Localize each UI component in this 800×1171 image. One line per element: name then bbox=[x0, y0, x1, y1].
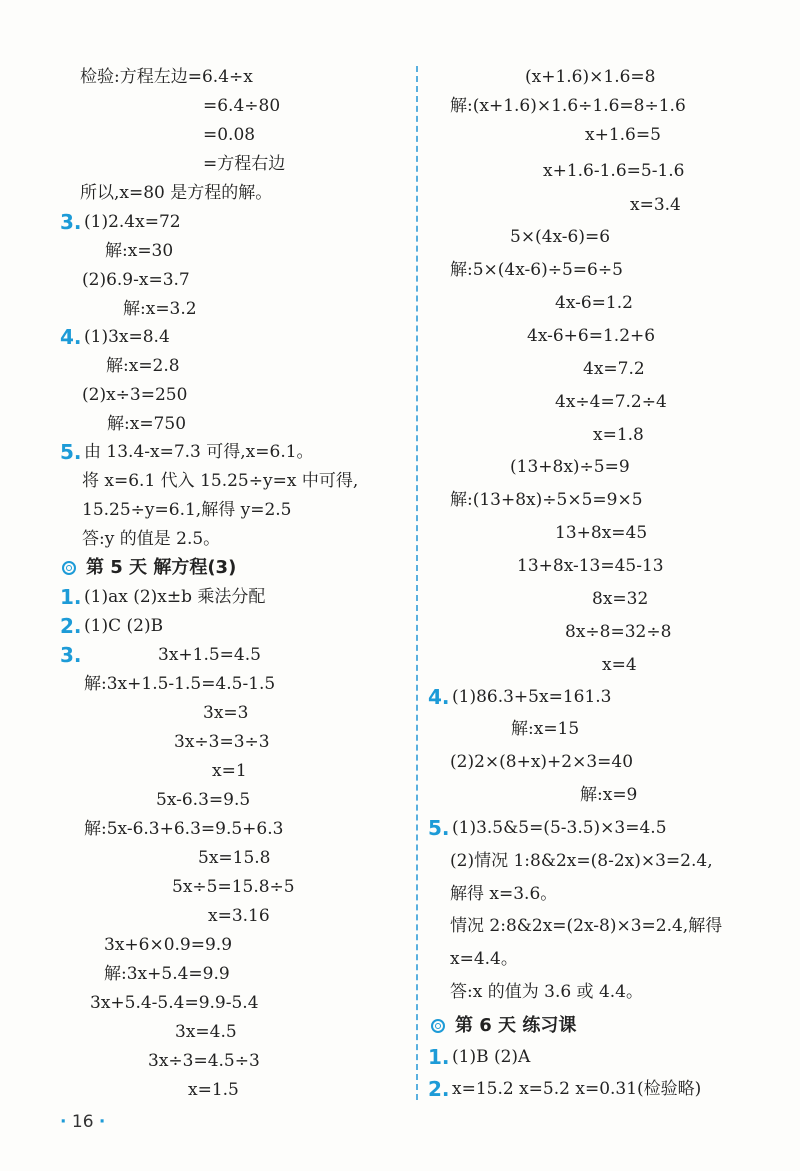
equation-step: x+1.6-1.6=5-1.6 bbox=[543, 161, 685, 181]
equation-step: x=1.8 bbox=[593, 425, 644, 445]
equation-step: 3x÷3=3÷3 bbox=[174, 732, 270, 752]
answer-line: (1)B (2)A bbox=[452, 1047, 531, 1067]
equation-step: 4x-6=1.2 bbox=[555, 293, 633, 313]
question-number: 3. bbox=[60, 210, 82, 234]
equation-step: 4x-6+6=1.2+6 bbox=[527, 326, 656, 346]
question-number: 1. bbox=[60, 585, 82, 609]
equation-step: 解:3x+1.5-1.5=4.5-1.5 bbox=[84, 674, 276, 694]
equation-step: 解:(13+8x)÷5×5=9×5 bbox=[450, 490, 643, 510]
equation-step: 解:(x+1.6)×1.6÷1.6=8÷1.6 bbox=[450, 96, 686, 116]
answer-line: (1)3.5&5=(5-3.5)×3=4.5 bbox=[452, 818, 667, 838]
equation-step: 4x÷4=7.2÷4 bbox=[555, 392, 667, 412]
equation-step: 解:5×(4x-6)÷5=6÷5 bbox=[450, 260, 623, 280]
answer-line: (1)C (2)B bbox=[84, 616, 164, 636]
answer-line: 由 13.4-x=7.3 可得,x=6.1。 bbox=[84, 442, 314, 462]
equation-step: 3x+1.5=4.5 bbox=[158, 645, 261, 665]
section-ring-icon bbox=[62, 561, 76, 575]
question-number: 5. bbox=[428, 816, 450, 840]
page-number bbox=[60, 1112, 105, 1132]
equation-step: 8x÷8=32÷8 bbox=[565, 622, 672, 642]
answer-line: x=4.4。 bbox=[450, 949, 518, 969]
question-number: 2. bbox=[428, 1077, 450, 1101]
equation: (1)2.4x=72 bbox=[84, 212, 181, 232]
check-line: =6.4÷80 bbox=[203, 96, 281, 116]
question-number: 5. bbox=[60, 440, 82, 464]
solution: 解:x=30 bbox=[105, 241, 174, 261]
equation-step: x=1 bbox=[212, 761, 247, 781]
dot-icon: · bbox=[60, 1112, 67, 1132]
equation-step: 8x=32 bbox=[592, 589, 649, 609]
equation-step: 5x÷5=15.8÷5 bbox=[172, 877, 295, 897]
equation-step: 3x=3 bbox=[203, 703, 249, 723]
answer-line: (2)情况 1:8&2x=(8-2x)×3=2.4, bbox=[450, 851, 713, 871]
question-number: 4. bbox=[60, 325, 82, 349]
equation: (2)x÷3=250 bbox=[82, 385, 188, 405]
equation: (1)3x=8.4 bbox=[84, 327, 170, 347]
solution: 解:x=750 bbox=[107, 414, 187, 434]
equation-step: 解:3x+5.4=9.9 bbox=[104, 964, 230, 984]
question-number: 4. bbox=[428, 685, 450, 709]
conclusion: 所以,x=80 是方程的解。 bbox=[80, 183, 273, 203]
equation-step: 13+8x-13=45-13 bbox=[517, 556, 664, 576]
dot-icon: · bbox=[98, 1112, 106, 1132]
answer-line: 15.25÷y=6.1,解得 y=2.5 bbox=[82, 500, 292, 520]
answer-line: 答:x 的值为 3.6 或 4.4。 bbox=[450, 982, 644, 1002]
equation-step: 13+8x=45 bbox=[555, 523, 648, 543]
equation-step: 4x=7.2 bbox=[583, 359, 645, 379]
equation-step: x=3.4 bbox=[630, 195, 681, 215]
answer-line: (1)ax (2)x±b 乘法分配 bbox=[84, 587, 266, 607]
section-title: 第 6 天 练习课 bbox=[455, 1015, 577, 1036]
question-number: 1. bbox=[428, 1045, 450, 1069]
equation-step: 解:5x-6.3+6.3=9.5+6.3 bbox=[84, 819, 284, 839]
equation: (2)2×(8+x)+2×3=40 bbox=[450, 752, 634, 772]
equation-step: 3x+5.4-5.4=9.9-5.4 bbox=[90, 993, 259, 1013]
equation: (2)6.9-x=3.7 bbox=[82, 270, 190, 290]
equation-step: 5×(4x-6)=6 bbox=[510, 227, 611, 247]
question-number: 2. bbox=[60, 614, 82, 638]
equation-step: (13+8x)÷5=9 bbox=[510, 457, 630, 477]
section-ring-icon bbox=[431, 1019, 445, 1033]
equation-step: x=3.16 bbox=[208, 906, 270, 926]
equation-step: 3x÷3=4.5÷3 bbox=[148, 1051, 260, 1071]
equation-step: x+1.6=5 bbox=[585, 125, 661, 145]
equation-step: 3x=4.5 bbox=[175, 1022, 237, 1042]
answer-line: x=15.2 x=5.2 x=0.31(检验略) bbox=[452, 1079, 702, 1099]
check-line: =0.08 bbox=[203, 125, 256, 145]
question-number: 3. bbox=[60, 643, 82, 667]
equation-step: x=4 bbox=[602, 655, 637, 675]
check-line: =方程右边 bbox=[203, 154, 286, 174]
equation-step: x=1.5 bbox=[188, 1080, 239, 1100]
equation-step: 5x=15.8 bbox=[198, 848, 271, 868]
answer-line: 情况 2:8&2x=(2x-8)×3=2.4,解得 bbox=[450, 916, 723, 936]
answer-line: 解得 x=3.6。 bbox=[450, 884, 558, 904]
equation-step: 5x-6.3=9.5 bbox=[156, 790, 251, 810]
column-divider bbox=[416, 66, 418, 1100]
answer-line: 将 x=6.1 代入 15.25÷y=x 中可得, bbox=[82, 471, 359, 491]
equation-step: (x+1.6)×1.6=8 bbox=[525, 67, 656, 87]
solution: 解:x=2.8 bbox=[106, 356, 180, 376]
answer-line: 答:y 的值是 2.5。 bbox=[82, 529, 221, 549]
solution: 解:x=9 bbox=[580, 785, 638, 805]
equation: (1)86.3+5x=161.3 bbox=[452, 687, 612, 707]
equation-step: 3x+6×0.9=9.9 bbox=[104, 935, 233, 955]
section-title: 第 5 天 解方程(3) bbox=[86, 557, 237, 578]
solution: 解:x=15 bbox=[511, 719, 580, 739]
check-line: 检验:方程左边=6.4÷x bbox=[80, 67, 253, 87]
page-number-text: 16 bbox=[71, 1112, 94, 1132]
solution: 解:x=3.2 bbox=[123, 299, 197, 319]
